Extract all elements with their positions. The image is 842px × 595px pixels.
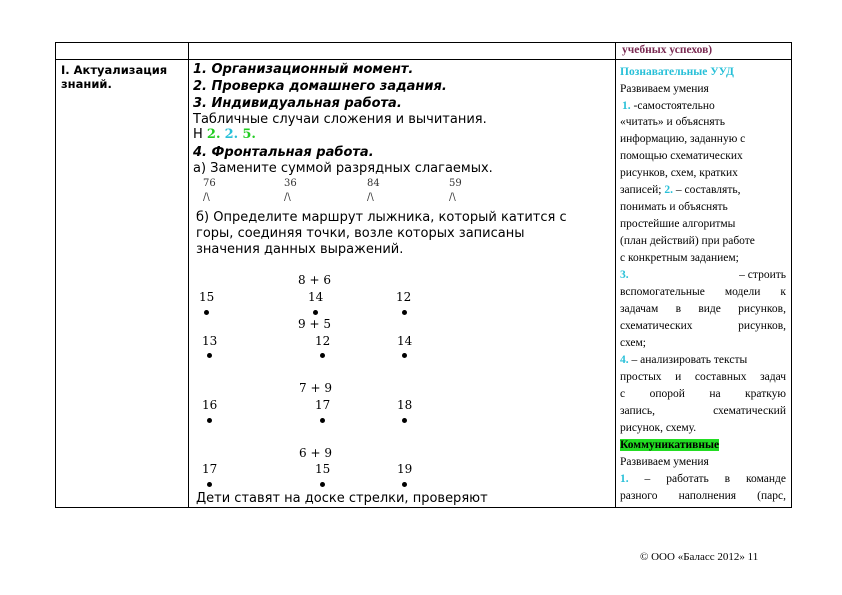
heading-cognitive: Познавательные УУД (620, 66, 734, 78)
table-border-left (55, 42, 56, 508)
stage-title: I. Актуализация знаний. (61, 63, 168, 91)
point-label: 17 (315, 398, 331, 412)
header-right-text: учебных успехов) (622, 44, 713, 56)
table-border-top (55, 42, 792, 43)
p1-end-text: записей; (620, 184, 665, 196)
p2-line-2: понимать и объяснять (620, 201, 728, 213)
p1-text: -самостоятельно (630, 100, 715, 112)
p2-text: – составлять, (673, 184, 741, 196)
point-label: 18 (397, 398, 413, 412)
route-point (320, 418, 325, 423)
expression-2: 9 + 5 (298, 317, 331, 331)
task-b-line-1: б) Определите маршрут лыжника, который катится с (196, 210, 567, 225)
table-col-divider-1 (188, 42, 189, 508)
p4-line-2: простых и составных задач (620, 371, 786, 383)
p5-line-1 (620, 472, 786, 487)
table-border-right (791, 42, 792, 508)
number-59: 59 (449, 178, 462, 189)
p3-line-4: схематических рисунков, (620, 320, 786, 332)
p5-line-2: разного наполнения (парс, (620, 490, 786, 502)
point-label: 16 (202, 398, 218, 412)
n-number-1: 2. (206, 127, 221, 142)
expression-1: 8 + 6 (298, 273, 331, 287)
n-number-3: 5. (242, 127, 256, 142)
route-point (402, 482, 407, 487)
table-col-divider-2 (615, 42, 616, 508)
p1-line-3: информацию, заданную с (620, 133, 746, 145)
branch-59: /\ (449, 192, 456, 203)
p2-line-5: с конкретным заданием; (620, 252, 739, 264)
point-label: 15 (199, 290, 215, 304)
page-footer: © ООО «Баласс 2012» 11 (640, 551, 759, 563)
branch-84: /\ (367, 192, 374, 203)
route-point (207, 482, 212, 487)
p4-text: – анализировать тексты (628, 354, 748, 366)
sub-develop-2: Развиваем умения (620, 456, 709, 468)
sub-develop-1: Развиваем умения (620, 83, 709, 95)
expression-3: 7 + 9 (299, 381, 332, 395)
route-point (402, 418, 407, 423)
p1-line-4: помощью схематических (620, 150, 743, 162)
p3-number: 3. (620, 269, 629, 281)
route-point (402, 353, 407, 358)
point-label: 15 (315, 462, 331, 476)
route-point (204, 310, 209, 315)
point-label: 13 (202, 334, 218, 348)
point-label: 19 (397, 462, 413, 476)
bottom-text: Дети ставят на доске стрелки, проверяют (196, 491, 488, 506)
p2-number: 2. (664, 184, 674, 196)
heading-homework: 2. Проверка домашнего задания. (193, 79, 447, 94)
p4-line-1 (620, 353, 786, 368)
expression-4: 6 + 9 (299, 446, 332, 460)
p4-line-3: с опорой на краткую (620, 388, 786, 400)
point-label: 14 (397, 334, 413, 348)
route-point (320, 353, 325, 358)
number-76: 76 (203, 178, 216, 189)
route-point (207, 353, 212, 358)
point-label: 12 (396, 290, 412, 304)
task-a-text: а) Замените суммой разрядных слагаемых. (193, 161, 493, 176)
route-point (313, 310, 318, 315)
task-b-line-2: горы, соединяя точки, возле которых записаны (196, 226, 525, 241)
p1-line-5: рисунков, схем, кратких (620, 167, 738, 179)
n-line (193, 127, 256, 142)
p3-text: – строить (739, 269, 786, 281)
p4-line-5: рисунок, схему. (620, 422, 697, 434)
point-label: 12 (315, 334, 331, 348)
heading-communicative (620, 438, 786, 453)
heading-org: 1. Организационный момент. (193, 62, 414, 77)
heading-frontal: 4. Фронтальная работа. (193, 145, 374, 160)
table-row-divider (55, 59, 792, 60)
task-b-line-3: значения данных выражений. (196, 242, 404, 257)
p1-line-1 (622, 99, 788, 114)
p4-line-4: запись, схематический (620, 405, 786, 417)
point-label: 17 (202, 462, 218, 476)
p3-line-5: схем; (620, 337, 646, 349)
p1-number: 1. (622, 100, 631, 112)
p5-text: – работать в команде (628, 473, 786, 485)
p2-line-3: простейшие алгоритмы (620, 218, 736, 230)
communicative-label: Коммуникативные (620, 439, 720, 451)
table-border-bottom (55, 507, 792, 508)
route-point (207, 418, 212, 423)
p1-line-6 (620, 183, 786, 198)
point-label: 14 (308, 290, 324, 304)
branch-76: /\ (203, 192, 210, 203)
p1-line-2: «читать» и объяснять (620, 116, 725, 128)
p2-line-4: (план действий) при работе (620, 235, 755, 247)
p3-line-1 (620, 268, 786, 283)
branch-36: /\ (284, 192, 291, 203)
table-cases-text: Табличные случаи сложения и вычитания. (193, 112, 487, 127)
p5-number: 1. (620, 473, 629, 485)
number-84: 84 (367, 178, 380, 189)
p3-line-3: задачам в виде рисунков, (620, 303, 786, 315)
heading-individual: 3. Индивидуальная работа. (193, 96, 402, 111)
route-point (320, 482, 325, 487)
n-number-2: 2. (224, 127, 239, 142)
p3-line-2: вспомогательные модели к (620, 286, 786, 298)
number-36: 36 (284, 178, 297, 189)
p4-number: 4. (620, 354, 629, 366)
route-point (402, 310, 407, 315)
n-prefix: Н (193, 127, 203, 142)
